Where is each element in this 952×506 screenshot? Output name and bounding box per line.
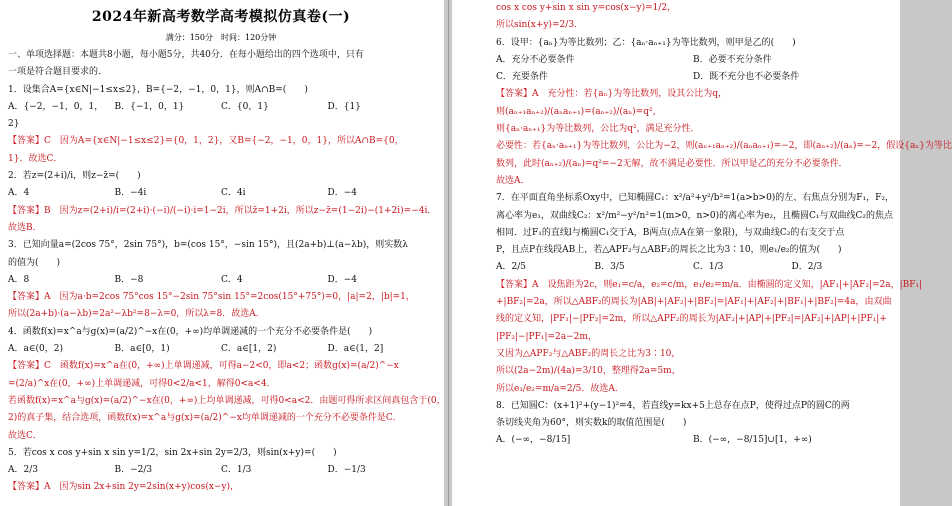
solution-line: 所以sin(x+y)=2/3． xyxy=(496,20,584,31)
answer-option: A．2/5 xyxy=(496,262,526,273)
answer-option: B．a∈[0，1) xyxy=(114,344,170,355)
solution-line: 【答案】C 函数f(x)=x^a在(0，+∞)上单调递减，可得a−2<0，即a<2；函数g(x)=(a/2)^−x xyxy=(8,361,399,372)
answer-option: B．−2/3 xyxy=(114,465,153,476)
solution-line: 2)的真子集，结合选项，函数f(x)=x^a与g(x)=(a/2)^−x均单调递减的一个充分不必要条件是C． xyxy=(8,413,402,424)
answer-options-row xyxy=(8,341,434,358)
solution-line: 若函数f(x)=x^a与g(x)=(a/2)^−x在(0，+∞)上均单调递减，可得0<a<2．由题可得所求区间真包含于(0， xyxy=(8,395,446,406)
answer-option: A．2/3 xyxy=(8,465,38,476)
solution-line: 必要性：若{aₙ·aₙ₊₁}为等比数列，公比为−2，则(aₙ₊₁aₙ₊₂)/(aₙaₙ₊₁)=−2，即(aₙ₊₂)/(aₙ)=−2，假设{aₙ}为等比 xyxy=(496,141,952,152)
page-left-content xyxy=(8,47,446,497)
solution-line: 【答案】B 因为z=(2+i)/i=(2+i)·(−i)/(−i)·i=1−2i，所以z̄=1+2i，所以z−z̄=(1−2i)−(1+2i)=−4i． xyxy=(8,205,437,216)
answer-option: D．−4 xyxy=(327,188,357,199)
answer-option: D．2/3 xyxy=(791,262,823,273)
question-line: 7．在平面直角坐标系Oxy中，已知椭圆C₁：x²/a²+y²/b²=1(a>b>0)的左、右焦点分别为F₁，F₂， xyxy=(496,193,895,204)
answer-option: D．既不充分也不必要条件 xyxy=(693,72,800,83)
question-line: 离心率为e₁，双曲线C₂：x²/m²−y²/n²=1(m>0，n>0)的离心率为e₂，且椭圆C₁与双曲线C₂的焦点 xyxy=(496,210,894,221)
solution-line: 故选C． xyxy=(8,430,42,441)
answer-options-row xyxy=(496,432,890,449)
answer-option: C．充要条件 xyxy=(496,72,548,83)
answer-options-row xyxy=(496,69,890,86)
answer-option: B．必要不充分条件 xyxy=(693,54,772,65)
question-line: 2．若z=(2+i)/i，则z−z̄=( ) xyxy=(8,171,141,182)
solution-line: 1}．故选C． xyxy=(8,153,63,164)
question-line: 一、单项选择题：本题共8小题，每小题5分，共40分．在每小题给出的四个选项中，只有 xyxy=(8,50,364,60)
answer-option: B．{−1，0，1} xyxy=(114,101,185,112)
answer-option: B．(−∞，−8/15]∪[1，+∞) xyxy=(693,435,812,446)
answer-option: B．−8 xyxy=(114,274,144,285)
question-line: 8．已知圆C：(x+1)²+(y−1)²=4，若直线y=kx+5上总存在点P，使得过点P的圆C的两 xyxy=(496,400,850,411)
question-line: 3．已知向量a=(2cos 75°，2sin 75°)，b=(cos 15°，−sin 15°)，且(2a+b)⊥(a−λb)，则实数λ xyxy=(8,240,408,251)
answer-option: C．4i xyxy=(221,188,246,199)
question-line: 4．函数f(x)=x^a与g(x)=(a/2)^−x在(0，+∞)均单调递减的一个充分不必要条件是( ) xyxy=(8,326,373,337)
exam-page-left xyxy=(0,0,444,506)
solution-line: 则{aₙ·aₙ₊₁}为等比数列，公比为q²，满足充分性． xyxy=(496,124,700,135)
answer-option: A．{−2，−1，0，1，2} xyxy=(8,101,104,130)
solution-line: cos x cos y+sin x sin y=cos(x−y)=1/2， xyxy=(496,3,677,13)
answer-option: D．−4 xyxy=(327,274,357,285)
solution-line: 线的定义知，|PF₁|−|PF₂|=2m，所以△APF₂的周长为|AF₂|+|AP|+|PF₂|=|AF₂|+|AP|+|PF₁|+ xyxy=(496,314,887,325)
answer-options-row xyxy=(8,185,434,202)
answer-options-row xyxy=(496,259,890,276)
answer-option: A．a∈(0，2) xyxy=(8,344,64,355)
solution-line: +|BF₂|=2a，所以△ABF₂的周长为|AB|+|AF₂|+|BF₂|=|AF₁|+|AF₂|+|BF₁|+|BF₂|=4a，由双曲 xyxy=(496,297,892,308)
solution-line: =(2/a)^x在(0，+∞)上单调递减，可得0<2/a<1，解得0<a<4． xyxy=(8,378,276,389)
exam-page-right xyxy=(452,0,952,506)
question-line: 一项是符合题目要求的． xyxy=(8,67,108,78)
answer-option: A．充分不必要条件 xyxy=(496,54,575,65)
answer-option: A．4 xyxy=(8,188,30,199)
solution-line: 故选A． xyxy=(496,175,530,186)
solution-line: 故选B． xyxy=(8,222,42,233)
question-line: 相同．过F₁的直线l与椭圆C₁交于A，B两点(点A在第一象限)，与双曲线C₂的右支交于点 xyxy=(496,227,845,238)
question-line: 条切线夹角为60°，则实数k的取值范围是( ) xyxy=(496,418,687,429)
answer-option: A．(−∞，−8/15] xyxy=(496,435,571,446)
exam-subtitle: 满分：150分 时间：120分钟 xyxy=(165,33,277,42)
solution-line: 【答案】A 设焦距为2c，则e₁=c/a，e₂=c/m，e₁/e₂=m/a．由椭圆的定义知，|AF₁|+|AF₂|=2a，|BF₁| xyxy=(496,279,923,290)
solution-line: 数列，此时(aₙ₊₂)/(aₙ)=q²=−2无解，故不满足必要性．所以甲是乙的充分不必要条件． xyxy=(496,158,848,169)
solution-line: 则(aₙ₊₁aₙ₊₂)/(aₙaₙ₊₁)=(aₙ₊₂)/(aₙ)=q²， xyxy=(496,106,662,117)
answer-option: C．1/3 xyxy=(693,262,724,273)
answer-option: C．1/3 xyxy=(221,465,252,476)
page-gutter xyxy=(448,0,449,506)
solution-line: |PF₂|−|PF₁|=2a−2m， xyxy=(496,331,597,342)
question-line: 1．设集合A={x∈N|−1≤x≤2}，B={−2，−1，0，1}，则A∩B=( ) xyxy=(8,84,308,95)
solution-line: 【答案】C 因为A={x∈N|−1≤x≤2}={0，1，2}，又B={−2，−1，0，1}，所以A∩B={0， xyxy=(8,136,404,147)
solution-line: 【答案】A 充分性：若{aₙ}为等比数列，设其公比为q， xyxy=(496,89,727,100)
answer-option: C．a∈[1，2) xyxy=(221,344,277,355)
answer-options-row xyxy=(8,99,434,134)
solution-line: 【答案】A 因为a·b=2cos 75°cos 15°−2sin 75°sin 15°=2cos(15°+75°)=0，|a|=2，|b|=1， xyxy=(8,292,415,303)
solution-line: 所以e₁/e₂=m/a=2/5．故选A． xyxy=(496,383,624,394)
question-line: 5．若cos x cos y+sin x sin y=1/2，sin 2x+sin 2y=2/3，则sin(x+y)=( ) xyxy=(8,447,337,458)
question-line: 的值为( ) xyxy=(8,257,61,268)
answer-option: B．3/5 xyxy=(594,262,625,273)
answer-option: C．{0，1} xyxy=(221,101,269,112)
answer-option: B．−4i xyxy=(114,188,147,199)
solution-line: 所以(2a+b)·(a−λb)=2a²−λb²=8−λ=0，所以λ=8．故选A． xyxy=(8,309,265,320)
question-line: 6．设甲：{aₙ}为等比数列；乙：{aₙ·aₙ₊₁}为等比数列，则甲是乙的( ) xyxy=(496,37,796,48)
answer-option: D．−1/3 xyxy=(327,465,366,476)
question-line: P，且点P在线段AB上，若△APF₂与△ABF₂的周长之比为3∶10，则e₁/e₂的值为( ) xyxy=(496,245,842,256)
answer-option: D．{1} xyxy=(327,101,361,112)
answer-option: D．a∈(1，2] xyxy=(327,344,384,355)
solution-line: 又因为△APF₂与△ABF₂的周长之比为3∶10， xyxy=(496,348,681,359)
solution-line: 【答案】A 因为sin 2x+sin 2y=2sin(x+y)cos(x−y)， xyxy=(8,482,240,493)
answer-option: C．4 xyxy=(221,274,243,285)
solution-line: 所以(2a−2m)/(4a)=3/10，整理得2a=5m， xyxy=(496,366,681,377)
answer-options-row xyxy=(8,462,434,479)
exam-title: 2024年新高考数学高考模拟仿真卷(一) xyxy=(91,9,351,25)
answer-options-row xyxy=(496,52,890,69)
page-right-content xyxy=(496,0,952,450)
answer-option: A．8 xyxy=(8,274,30,285)
answer-options-row xyxy=(8,272,434,289)
